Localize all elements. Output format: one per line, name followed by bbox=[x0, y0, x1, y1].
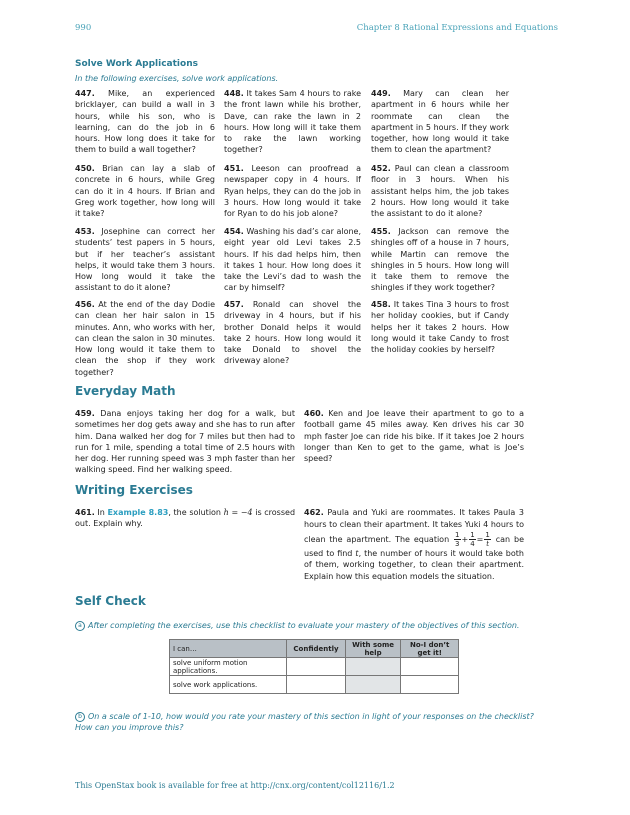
table-row bbox=[170, 658, 459, 676]
writing-exercises-heading: Writing Exercises bbox=[75, 483, 193, 497]
table-cell-objective: solve uniform motion applications. bbox=[170, 658, 287, 676]
checkbox-cell[interactable] bbox=[401, 658, 459, 676]
table-header-some-help: With some help bbox=[345, 640, 401, 658]
exercise-451: 451. Leeson can proofread a newspaper copy in 4 hours. If Ryan helps, they can do the job in 3 hours. How long would it take for Ryan to do his job alone? bbox=[224, 164, 361, 219]
page-number: 990 bbox=[75, 23, 92, 33]
exercise-458: 458. It takes Tina 3 hours to frost her holiday cookies, but if Candy helps her it takes 2 hours. How long would it take Candy to frost the holiday cookies by herself? bbox=[371, 300, 509, 355]
exercise-449: 449. Mary can clean her apartment in 6 hours while her roommate can clean the apartment in 5 hours. If they work together, how long would it take them to clean the apartment? bbox=[371, 89, 509, 155]
table-header-dont-get-it: No-I don’t get it! bbox=[401, 640, 459, 658]
exercise-456: 456. At the end of the day Dodie can clean her hair salon in 15 minutes. Ann, who works with her, can clean the salon in 30 minutes. How long would it take them to clean the shop if they work together? bbox=[75, 300, 215, 377]
fraction-one-over-t: $\frac{1}{t}$ bbox=[485, 530, 490, 548]
exercise-450: 450. Brian can lay a slab of concrete in 6 hours, while Greg can do it in 4 hours. If Brian and Greg work together, how long will it take? bbox=[75, 164, 215, 219]
exercise-453: 453. Josephine can correct her students’ test papers in 5 hours, but if her teacher’s assistant helps, it would take them 3 hours. How long would it take the assistant to do it alone? bbox=[75, 227, 215, 293]
self-check-heading: Self Check bbox=[75, 594, 146, 608]
exercise-459: 459. Dana enjoys taking her dog for a walk, but sometimes her dog gets away and she has to run after him. Dana walked her dog for 7 miles but then had to run for 1 mile, spending a total time of 2.5 hours with her dog. Her running speed was 3 mph faster than her walking speed. Find her walking speed. bbox=[75, 409, 295, 475]
exercise-460: 460. Ken and Joe leave their apartment to go to a football game 45 miles away. Ken drives his car 30 mph faster Joe can ride his bike. If it takes Joe 2 hours longer than Ken to get to the game, what is Joe’s speed? bbox=[304, 409, 524, 464]
checkbox-cell[interactable] bbox=[401, 676, 459, 694]
table-header-confidently: Confidently bbox=[287, 640, 345, 658]
solution-math: h = −4 bbox=[223, 508, 253, 517]
exercise-447: 447. Mike, an experienced bricklayer, can build a wall in 3 hours, while his son, who is learning, can do the job in 6 hours. How long does it take for them to build a wall together? bbox=[75, 89, 215, 155]
self-check-table bbox=[169, 639, 459, 694]
exercise-454: 454. Washing his dad’s car alone, eight year old Levi takes 2.5 hours. If his dad helps him, then it takes 1 hour. How long does it take the Levi’s dad to wash the car by himself? bbox=[224, 227, 361, 293]
exercise-462: 462. Paula and Yuki are roommates. It takes Paula 3 hours to clean their apartment. It takes Yuki 4 hours to clean the apartment. The equation $\frac{1}{3}$ + $\frac{1}{4}$ = $\frac{1}{t}$ can be used to find t, the number of hours it would take both of them, working together, to clean their apartment. Explain how this equation models the situation. bbox=[304, 508, 524, 582]
work-heading: Solve Work Applications bbox=[75, 59, 198, 69]
table-cell-objective: solve work applications. bbox=[170, 676, 287, 694]
footer-note: This OpenStax book is available for free at http://cnx.org/content/col12116/1.2 bbox=[75, 781, 395, 790]
self-check-b: b On a scale of 1-10, how would you rate your mastery of this section in light of your responses on the checklist? How can you improve this? bbox=[75, 712, 534, 733]
marker-b-icon: b bbox=[75, 712, 85, 722]
exercise-455: 455. Jackson can remove the shingles off of a house in 7 hours, while Martin can remove the shingles in 5 hours. How long will it take them to remove the shingles if they work together? bbox=[371, 227, 509, 293]
example-link[interactable]: Example 8.83 bbox=[107, 508, 169, 517]
exercise-448: 448. It takes Sam 4 hours to rake the front lawn while his brother, Dave, can rake the lawn in 2 hours. How long will it take them to rake the lawn working together? bbox=[224, 89, 361, 155]
table-header-ican: I can… bbox=[170, 640, 287, 658]
checkbox-cell[interactable] bbox=[345, 658, 401, 676]
exercise-452: 452. Paul can clean a classroom floor in 3 hours. When his assistant helps him, the job takes 2 hours. How long would it take the assistant to do it alone? bbox=[371, 164, 509, 219]
chapter-title: Chapter 8 Rational Expressions and Equations bbox=[356, 23, 558, 33]
work-instructions: In the following exercises, solve work applications. bbox=[75, 74, 279, 83]
exercise-461: 461. In Example 8.83, the solution h = −4 is crossed out. Explain why. bbox=[75, 508, 296, 529]
everyday-math-heading: Everyday Math bbox=[75, 384, 176, 398]
fraction-one-fourth: $\frac{1}{4}$ bbox=[470, 530, 475, 548]
fraction-one-third: $\frac{1}{3}$ bbox=[455, 530, 460, 548]
checkbox-cell[interactable] bbox=[345, 676, 401, 694]
self-check-a: a After completing the exercises, use this checklist to evaluate your mastery of the objectives of this section. bbox=[75, 620, 535, 631]
marker-a-icon: a bbox=[75, 621, 85, 631]
checkbox-cell[interactable] bbox=[287, 676, 345, 694]
checkbox-cell[interactable] bbox=[287, 658, 345, 676]
exercise-457: 457. Ronald can shovel the driveway in 4 hours, but if his brother Donald helps it would take 2 hours. How long would it take Donald to shovel the driveway alone? bbox=[224, 300, 361, 366]
table-row bbox=[170, 676, 459, 694]
